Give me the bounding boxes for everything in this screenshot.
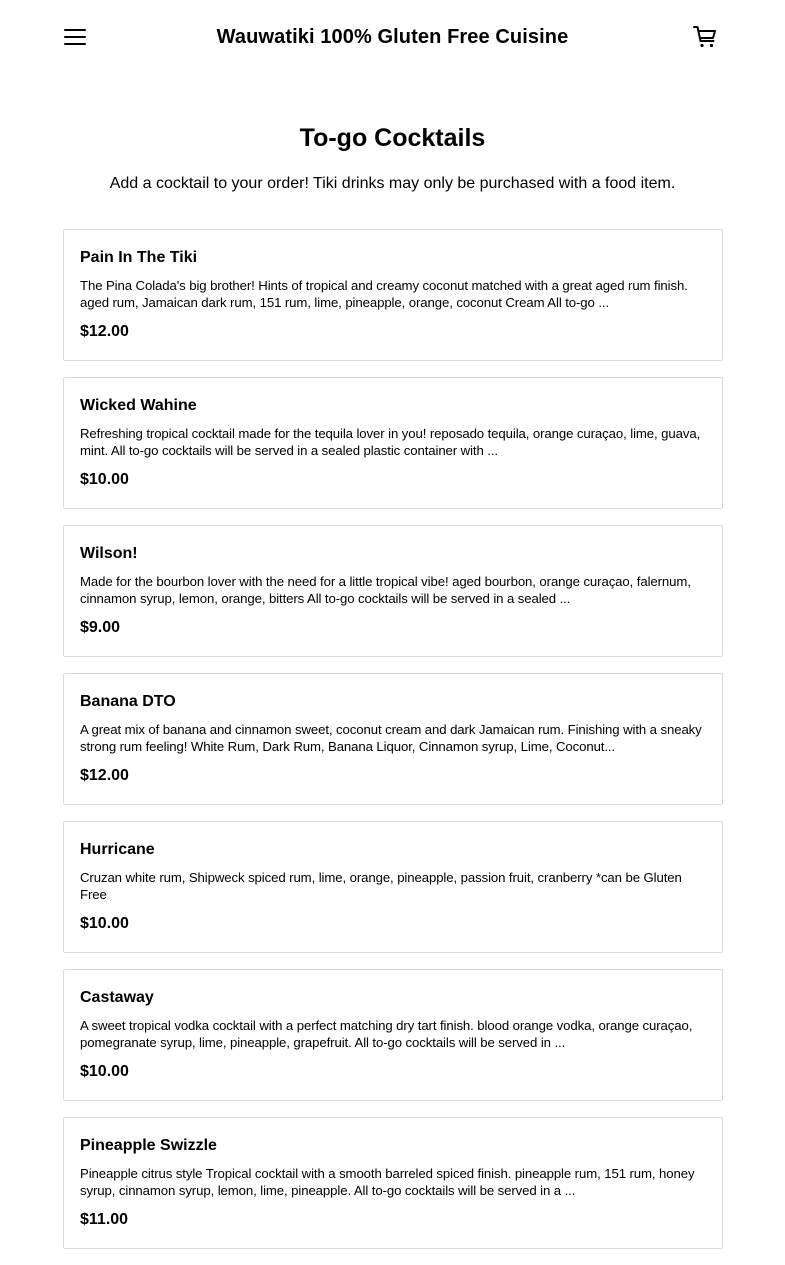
menu-item-card[interactable] <box>63 525 723 657</box>
menu-item-list <box>63 229 723 1265</box>
menu-item-card[interactable] <box>63 377 723 509</box>
menu-item-card[interactable] <box>63 969 723 1101</box>
item-description: Pineapple citrus style Tropical cocktail with a smooth barreled spiced finish. pineapple rum, 151 rum, honey syrup, cinnamon syrup, lemon, lime, pineapple. All to-go cocktails will be served in a ... <box>80 1166 695 1198</box>
menu-item-card[interactable] <box>63 673 723 805</box>
item-price: $12.00 <box>80 323 129 340</box>
item-description: Cruzan white rum, Shipweck spiced rum, lime, orange, pineapple, passion fruit, cranberry *can be Gluten Free <box>80 870 682 902</box>
item-name: Castaway <box>80 989 154 1006</box>
menu-item-card[interactable] <box>63 229 723 361</box>
item-description: A great mix of banana and cinnamon sweet, coconut cream and dark Jamaican rum. Finishing with a sneaky strong rum feeling! White Rum, Dark Rum, Banana Liquor, Cinnamon syrup, Lime, Coconut... <box>80 722 702 754</box>
item-price: $10.00 <box>80 915 129 932</box>
item-description: A sweet tropical vodka cocktail with a perfect matching dry tart finish. blood orange vodka, orange curaçao, pomegranate syrup, lime, pineapple, grapefruit. All to-go cocktails will be served in ... <box>80 1018 693 1050</box>
item-description: Made for the bourbon lover with the need for a little tropical vibe! aged bourbon, orange curaçao, falernum, cinnamon syrup, lemon, orange, bitters All to-go cocktails will be served in a sealed ... <box>80 574 691 606</box>
page-heading: To-go Cocktails <box>299 124 486 152</box>
shopping-cart-icon[interactable] <box>692 24 718 50</box>
page-subtitle: Add a cocktail to your order! Tiki drinks may only be purchased with a food item. <box>109 175 676 192</box>
menu-item-card[interactable] <box>63 821 723 953</box>
item-description: The Pina Colada's big brother! Hints of tropical and creamy coconut matched with a great aged rum finish. aged rum, Jamaican dark rum, 151 rum, lime, pineapple, orange, coconut Cream All to-go ... <box>80 278 688 310</box>
item-price: $9.00 <box>80 619 121 636</box>
item-description: Refreshing tropical cocktail made for the tequila lover in you! reposado tequila, orange curaçao, lime, guava, mint. All to-go cocktails will be served in a sealed plastic container with ... <box>80 426 701 458</box>
item-name: Pineapple Swizzle <box>80 1137 217 1154</box>
item-name: Wicked Wahine <box>80 397 197 414</box>
menu-item-card[interactable] <box>63 1117 723 1249</box>
item-name: Hurricane <box>80 841 155 858</box>
item-name: Banana DTO <box>80 693 176 710</box>
item-name: Pain In The Tiki <box>80 249 198 266</box>
item-price: $10.00 <box>80 471 129 488</box>
site-title[interactable]: Wauwatiki 100% Gluten Free Cuisine <box>216 26 569 48</box>
site-header <box>0 0 785 78</box>
item-name: Wilson! <box>80 545 138 562</box>
item-price: $12.00 <box>80 767 129 784</box>
item-price: $11.00 <box>80 1211 129 1228</box>
item-price: $10.00 <box>80 1063 129 1080</box>
